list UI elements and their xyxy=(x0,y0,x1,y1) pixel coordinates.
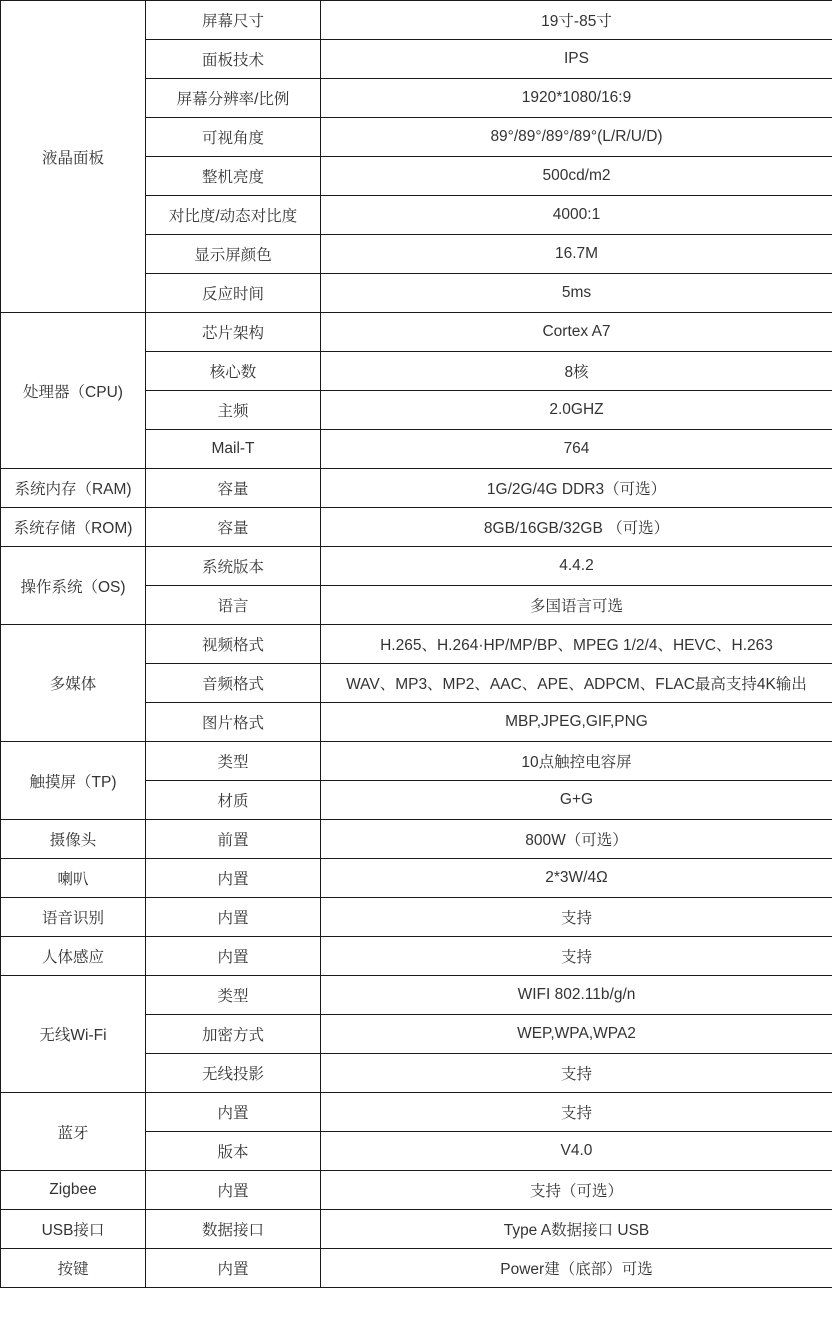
spec-label-cell: 内置 xyxy=(146,1093,321,1132)
category-cell: 按键 xyxy=(1,1249,146,1288)
category-cell: 操作系统（OS) xyxy=(1,547,146,625)
table-row xyxy=(1,469,832,508)
table-row xyxy=(1,508,832,547)
table-row xyxy=(1,1171,832,1210)
spec-label-cell: 内置 xyxy=(146,937,321,976)
spec-label-cell: 前置 xyxy=(146,820,321,859)
spec-label-cell: 对比度/动态对比度 xyxy=(146,196,321,235)
spec-value-cell: H.265、H.264·HP/MP/BP、MPEG 1/2/4、HEVC、H.263 xyxy=(321,625,832,664)
spec-value-cell: WIFI 802.11b/g/n xyxy=(321,976,832,1015)
category-cell: 系统存储（ROM) xyxy=(1,508,146,547)
spec-value-cell: 2*3W/4Ω xyxy=(321,859,832,898)
spec-value-cell: Cortex A7 xyxy=(321,313,832,352)
spec-value-cell: 1G/2G/4G DDR3（可选） xyxy=(321,469,832,508)
table-row xyxy=(1,1249,832,1288)
spec-value-cell: Type A数据接口 USB xyxy=(321,1210,832,1249)
spec-label-cell: 语言 xyxy=(146,586,321,625)
spec-label-cell: 加密方式 xyxy=(146,1015,321,1054)
table-row xyxy=(1,1093,832,1132)
spec-value-cell: 4000:1 xyxy=(321,196,832,235)
spec-value-cell: 8核 xyxy=(321,352,832,391)
category-cell: Zigbee xyxy=(1,1171,146,1210)
spec-value-cell: 5ms xyxy=(321,274,832,313)
table-row xyxy=(1,820,832,859)
category-cell: 系统内存（RAM) xyxy=(1,469,146,508)
spec-value-cell: 10点触控电容屏 xyxy=(321,742,832,781)
table-row xyxy=(1,547,832,586)
spec-label-cell: 主频 xyxy=(146,391,321,430)
spec-value-cell: 89°/89°/89°/89°(L/R/U/D) xyxy=(321,118,832,157)
table-row xyxy=(1,1,832,40)
category-cell: 触摸屏（TP) xyxy=(1,742,146,820)
table-row xyxy=(1,898,832,937)
spec-label-cell: 屏幕尺寸 xyxy=(146,1,321,40)
spec-value-cell: 支持（可选） xyxy=(321,1171,832,1210)
spec-label-cell: 视频格式 xyxy=(146,625,321,664)
spec-value-cell: WEP,WPA,WPA2 xyxy=(321,1015,832,1054)
spec-label-cell: 反应时间 xyxy=(146,274,321,313)
spec-label-cell: 数据接口 xyxy=(146,1210,321,1249)
spec-value-cell: WAV、MP3、MP2、AAC、APE、ADPCM、FLAC最高支持4K输出 xyxy=(321,664,832,703)
spec-value-cell: 支持 xyxy=(321,1054,832,1093)
spec-value-cell: 4.4.2 xyxy=(321,547,832,586)
table-row xyxy=(1,1210,832,1249)
table-row xyxy=(1,937,832,976)
spec-value-cell: 16.7M xyxy=(321,235,832,274)
spec-label-cell: 可视角度 xyxy=(146,118,321,157)
category-cell: 蓝牙 xyxy=(1,1093,146,1171)
spec-label-cell: 内置 xyxy=(146,859,321,898)
table-row xyxy=(1,976,832,1015)
spec-value-cell: 支持 xyxy=(321,898,832,937)
spec-label-cell: 屏幕分辨率/比例 xyxy=(146,79,321,118)
spec-value-cell: MBP,JPEG,GIF,PNG xyxy=(321,703,832,742)
spec-label-cell: 类型 xyxy=(146,976,321,1015)
category-cell: 处理器（CPU) xyxy=(1,313,146,469)
spec-value-cell: 500cd/m2 xyxy=(321,157,832,196)
spec-label-cell: 版本 xyxy=(146,1132,321,1171)
spec-label-cell: 整机亮度 xyxy=(146,157,321,196)
category-cell: 摄像头 xyxy=(1,820,146,859)
spec-value-cell: 2.0GHZ xyxy=(321,391,832,430)
category-cell: 液晶面板 xyxy=(1,1,146,313)
spec-value-cell: 多国语言可选 xyxy=(321,586,832,625)
spec-label-cell: 内置 xyxy=(146,1171,321,1210)
table-row xyxy=(1,859,832,898)
spec-label-cell: 系统版本 xyxy=(146,547,321,586)
category-cell: 多媒体 xyxy=(1,625,146,742)
spec-label-cell: 内置 xyxy=(146,1249,321,1288)
spec-label-cell: 内置 xyxy=(146,898,321,937)
spec-value-cell: 800W（可选） xyxy=(321,820,832,859)
category-cell: 人体感应 xyxy=(1,937,146,976)
spec-label-cell: 容量 xyxy=(146,508,321,547)
spec-value-cell: 19寸-85寸 xyxy=(321,1,832,40)
spec-value-cell: 支持 xyxy=(321,1093,832,1132)
spec-label-cell: 图片格式 xyxy=(146,703,321,742)
spec-value-cell: 支持 xyxy=(321,937,832,976)
spec-value-cell: Power建（底部）可选 xyxy=(321,1249,832,1288)
spec-label-cell: 材质 xyxy=(146,781,321,820)
spec-label-cell: 面板技术 xyxy=(146,40,321,79)
spec-label-cell: 类型 xyxy=(146,742,321,781)
spec-label-cell: 显示屏颜色 xyxy=(146,235,321,274)
spec-label-cell: 容量 xyxy=(146,469,321,508)
spec-value-cell: IPS xyxy=(321,40,832,79)
spec-value-cell: G+G xyxy=(321,781,832,820)
spec-label-cell: Mail-T xyxy=(146,430,321,469)
table-row xyxy=(1,313,832,352)
spec-label-cell: 音频格式 xyxy=(146,664,321,703)
spec-label-cell: 核心数 xyxy=(146,352,321,391)
category-cell: 喇叭 xyxy=(1,859,146,898)
table-row xyxy=(1,625,832,664)
spec-label-cell: 芯片架构 xyxy=(146,313,321,352)
spec-value-cell: 764 xyxy=(321,430,832,469)
spec-value-cell: 8GB/16GB/32GB （可选） xyxy=(321,508,832,547)
spec-value-cell: 1920*1080/16:9 xyxy=(321,79,832,118)
category-cell: 无线Wi-Fi xyxy=(1,976,146,1093)
spec-value-cell: V4.0 xyxy=(321,1132,832,1171)
spec-label-cell: 无线投影 xyxy=(146,1054,321,1093)
category-cell: USB接口 xyxy=(1,1210,146,1249)
spec-table-body xyxy=(1,1,832,1288)
table-row xyxy=(1,742,832,781)
category-cell: 语音识别 xyxy=(1,898,146,937)
